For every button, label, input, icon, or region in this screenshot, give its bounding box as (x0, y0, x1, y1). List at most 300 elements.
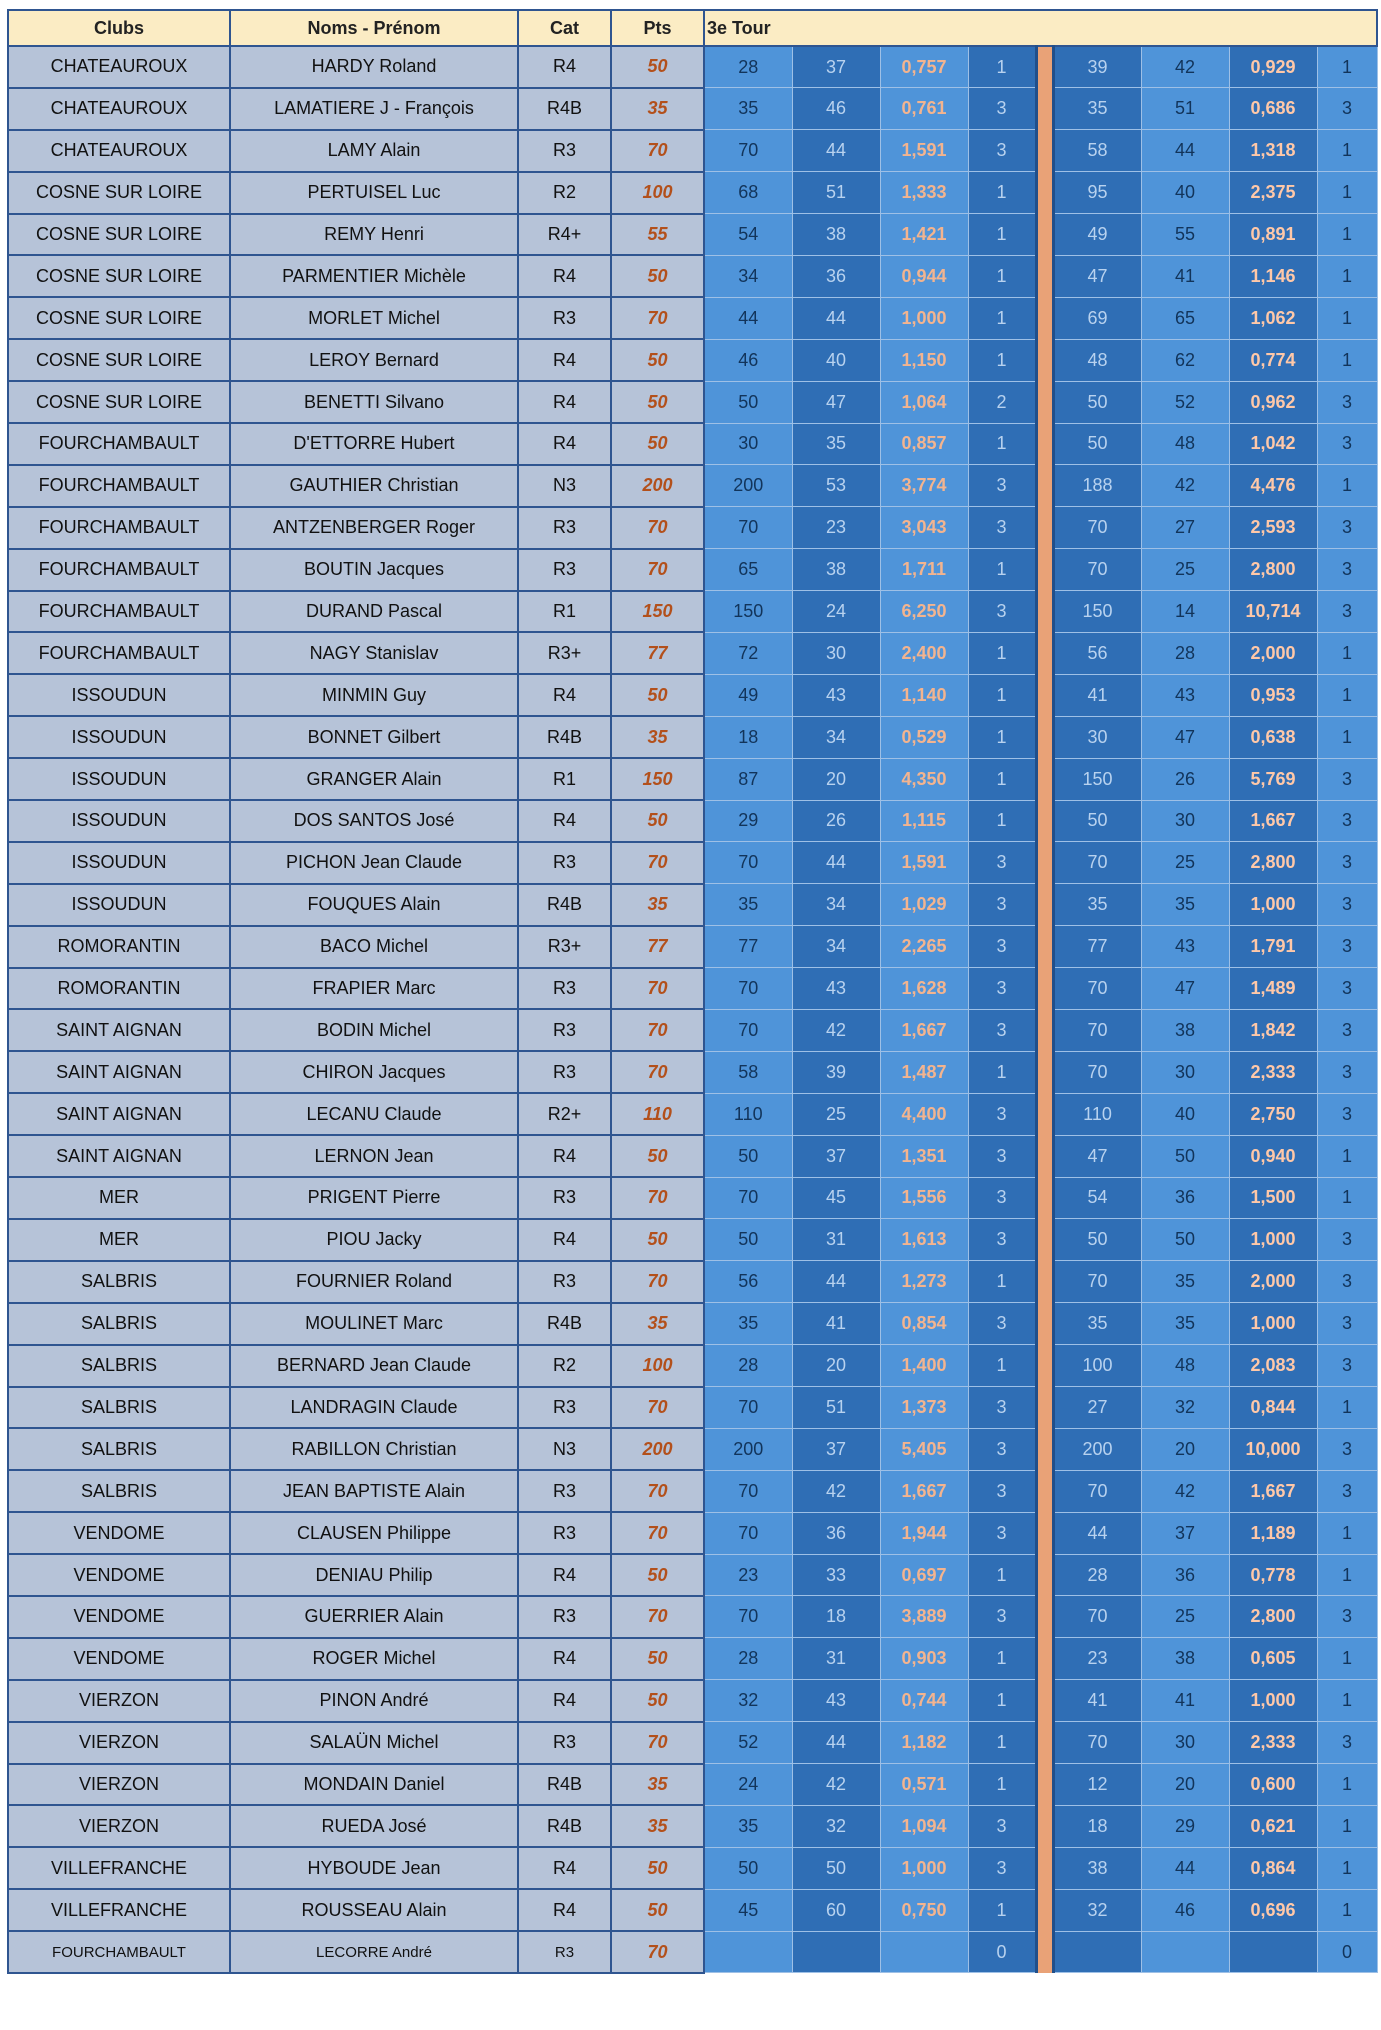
category-cell: R4 (518, 46, 611, 88)
points-cell: 50 (611, 800, 704, 842)
tour-a-cell: 1 (968, 214, 1036, 256)
tour-a-cell: 23 (704, 1554, 792, 1596)
club-cell: SALBRIS (8, 1387, 230, 1429)
category-cell: R2 (518, 1345, 611, 1387)
club-cell: ISSOUDUN (8, 716, 230, 758)
club-cell: SALBRIS (8, 1261, 230, 1303)
club-cell: VILLEFRANCHE (8, 1889, 230, 1931)
table-row (8, 1931, 1377, 1973)
table-row (8, 1387, 1377, 1429)
separator-column (1036, 884, 1053, 926)
tour-a-cell: 3 (968, 884, 1036, 926)
points-cell: 35 (611, 1805, 704, 1847)
tour-a-cell: 40 (792, 339, 880, 381)
tour-b-cell: 3 (1317, 800, 1377, 842)
tour-b-cell: 38 (1141, 1638, 1229, 1680)
category-cell: R4 (518, 1135, 611, 1177)
player-name-cell: LERNON Jean (230, 1135, 518, 1177)
tour-b-cell: 3 (1317, 1470, 1377, 1512)
table-row (8, 1764, 1377, 1806)
table-row (8, 46, 1377, 88)
table-row (8, 339, 1377, 381)
category-cell: R3 (518, 1470, 611, 1512)
tour-a-cell: 1,711 (880, 549, 968, 591)
separator-column (1036, 1764, 1053, 1806)
tour-b-cell: 35 (1053, 88, 1141, 130)
tour-a-cell: 3,043 (880, 507, 968, 549)
category-cell: R4 (518, 1680, 611, 1722)
player-name-cell: LECORRE André (230, 1931, 518, 1973)
category-cell: R3+ (518, 926, 611, 968)
player-name-cell: DURAND Pascal (230, 591, 518, 633)
separator-column (1036, 1512, 1053, 1554)
tour-a-cell: 39 (792, 1051, 880, 1093)
points-cell: 50 (611, 1680, 704, 1722)
tour-b-cell: 40 (1141, 1093, 1229, 1135)
category-cell: R3 (518, 1387, 611, 1429)
tour-b-cell: 0 (1317, 1931, 1377, 1973)
tour-b-cell: 1,791 (1229, 926, 1317, 968)
separator-column (1036, 46, 1053, 88)
tour-b-cell: 70 (1053, 1261, 1141, 1303)
tour-b-cell: 25 (1141, 1596, 1229, 1638)
tour-b-cell: 1,062 (1229, 297, 1317, 339)
separator-column (1036, 172, 1053, 214)
tour-a-cell: 47 (792, 381, 880, 423)
header-clubs: Clubs (8, 10, 230, 46)
tour-b-cell: 3 (1317, 88, 1377, 130)
tour-a-cell: 20 (792, 1345, 880, 1387)
tour-a-cell: 60 (792, 1889, 880, 1931)
tour-b-cell: 2,800 (1229, 549, 1317, 591)
tour-b-cell: 0,778 (1229, 1554, 1317, 1596)
tour-a-cell: 3 (968, 1177, 1036, 1219)
tour-a-cell: 1 (968, 46, 1036, 88)
points-cell: 50 (611, 339, 704, 381)
tour-b-cell: 44 (1141, 130, 1229, 172)
table-row (8, 968, 1377, 1010)
tour-b-cell: 48 (1141, 423, 1229, 465)
club-cell: VENDOME (8, 1596, 230, 1638)
table-row (8, 465, 1377, 507)
table-row (8, 214, 1377, 256)
category-cell: R4B (518, 1303, 611, 1345)
tour-b-cell: 25 (1141, 842, 1229, 884)
tour-a-cell: 43 (792, 968, 880, 1010)
separator-column (1036, 842, 1053, 884)
category-cell: R3 (518, 1261, 611, 1303)
points-cell: 70 (611, 1512, 704, 1554)
tour-b-cell: 70 (1053, 968, 1141, 1010)
category-cell: R3 (518, 1051, 611, 1093)
tour-a-cell: 77 (704, 926, 792, 968)
category-cell: R4B (518, 1805, 611, 1847)
points-cell: 70 (611, 130, 704, 172)
club-cell: FOURCHAMBAULT (8, 507, 230, 549)
tour-b-cell: 3 (1317, 1345, 1377, 1387)
tour-a-cell: 1 (968, 423, 1036, 465)
club-cell: VIERZON (8, 1680, 230, 1722)
player-name-cell: PRIGENT Pierre (230, 1177, 518, 1219)
tour-b-cell: 37 (1141, 1512, 1229, 1554)
tour-a-cell: 1,591 (880, 842, 968, 884)
club-cell: COSNE SUR LOIRE (8, 255, 230, 297)
table-row (8, 1009, 1377, 1051)
tour-b-cell: 70 (1053, 549, 1141, 591)
player-name-cell: GAUTHIER Christian (230, 465, 518, 507)
tour-b-cell: 2,333 (1229, 1722, 1317, 1764)
table-row (8, 1847, 1377, 1889)
tour-b-cell: 3 (1317, 1051, 1377, 1093)
category-cell: R3 (518, 842, 611, 884)
table-row (8, 1680, 1377, 1722)
tour-b-cell: 3 (1317, 1219, 1377, 1261)
points-cell: 70 (611, 1009, 704, 1051)
tour-b-cell: 3 (1317, 842, 1377, 884)
club-cell: ISSOUDUN (8, 674, 230, 716)
tour-a-cell: 3 (968, 1009, 1036, 1051)
player-name-cell: BERNARD Jean Claude (230, 1345, 518, 1387)
tour-b-cell: 3 (1317, 968, 1377, 1010)
player-name-cell: GUERRIER Alain (230, 1596, 518, 1638)
club-cell: COSNE SUR LOIRE (8, 297, 230, 339)
tour-a-cell: 30 (792, 632, 880, 674)
tour-b-cell: 47 (1053, 255, 1141, 297)
tour-a-cell: 0,757 (880, 46, 968, 88)
tour-b-cell: 1 (1317, 465, 1377, 507)
table-row (8, 1512, 1377, 1554)
tour-b-cell: 55 (1141, 214, 1229, 256)
table-row (8, 88, 1377, 130)
club-cell: COSNE SUR LOIRE (8, 172, 230, 214)
tour-b-cell: 20 (1141, 1428, 1229, 1470)
tour-b-cell: 35 (1141, 1303, 1229, 1345)
tour-b-cell: 2,800 (1229, 842, 1317, 884)
club-cell: SALBRIS (8, 1303, 230, 1345)
tour-b-cell: 3 (1317, 1596, 1377, 1638)
separator-column (1036, 297, 1053, 339)
tour-b-cell: 0,891 (1229, 214, 1317, 256)
points-cell: 70 (611, 1051, 704, 1093)
tour-a-cell: 0 (968, 1931, 1036, 1973)
tour-a-cell: 2 (968, 381, 1036, 423)
tour-b-cell: 2,000 (1229, 1261, 1317, 1303)
tour-b-cell: 1,000 (1229, 1303, 1317, 1345)
tour-b-cell: 1 (1317, 1554, 1377, 1596)
tour-b-cell: 2,593 (1229, 507, 1317, 549)
separator-column (1036, 1261, 1053, 1303)
tour-a-cell: 53 (792, 465, 880, 507)
category-cell: R3 (518, 968, 611, 1010)
tour-a-cell: 3 (968, 1470, 1036, 1512)
club-cell: FOURCHAMBAULT (8, 1931, 230, 1973)
player-name-cell: REMY Henri (230, 214, 518, 256)
player-name-cell: BACO Michel (230, 926, 518, 968)
tour-b-cell: 0,638 (1229, 716, 1317, 758)
club-cell: VIERZON (8, 1805, 230, 1847)
tour-b-cell: 1 (1317, 130, 1377, 172)
player-name-cell: MORLET Michel (230, 297, 518, 339)
table-row (8, 381, 1377, 423)
category-cell: R3 (518, 1177, 611, 1219)
tour-b-cell: 0,600 (1229, 1764, 1317, 1806)
category-cell: R4 (518, 800, 611, 842)
tour-b-cell: 1,000 (1229, 884, 1317, 926)
tour-a-cell: 1 (968, 1554, 1036, 1596)
tour-b-cell: 1 (1317, 1177, 1377, 1219)
tour-a-cell: 1 (968, 632, 1036, 674)
tour-b-cell: 1,667 (1229, 1470, 1317, 1512)
tour-a-cell: 35 (704, 88, 792, 130)
tour-b-cell: 47 (1141, 968, 1229, 1010)
separator-column (1036, 1554, 1053, 1596)
tour-a-cell: 35 (792, 423, 880, 465)
points-cell: 70 (611, 549, 704, 591)
tour-a-cell: 38 (792, 214, 880, 256)
tour-b-cell: 50 (1053, 423, 1141, 465)
tour-b-cell: 3 (1317, 591, 1377, 633)
tour-a-cell: 34 (704, 255, 792, 297)
tour-b-cell: 36 (1141, 1554, 1229, 1596)
points-cell: 100 (611, 172, 704, 214)
tour-b-cell: 0,929 (1229, 46, 1317, 88)
category-cell: R3 (518, 1009, 611, 1051)
tour-b-cell: 30 (1141, 1722, 1229, 1764)
tour-b-cell: 48 (1141, 1345, 1229, 1387)
tour-a-cell: 0,854 (880, 1303, 968, 1345)
tour-a-cell: 200 (704, 465, 792, 507)
tour-b-cell: 150 (1053, 758, 1141, 800)
tour-b-cell: 70 (1053, 507, 1141, 549)
tour-a-cell: 1,000 (880, 297, 968, 339)
points-cell: 50 (611, 1135, 704, 1177)
category-cell: R3 (518, 1931, 611, 1973)
category-cell: R3 (518, 1722, 611, 1764)
separator-column (1036, 1009, 1053, 1051)
tour-b-cell: 188 (1053, 465, 1141, 507)
tour-b-cell: 1 (1317, 339, 1377, 381)
table-row (8, 130, 1377, 172)
tour-a-cell: 0,857 (880, 423, 968, 465)
table-row (8, 758, 1377, 800)
separator-column (1036, 1596, 1053, 1638)
category-cell: R4 (518, 423, 611, 465)
table-row (8, 1093, 1377, 1135)
tour-a-cell: 50 (792, 1847, 880, 1889)
separator-column (1036, 674, 1053, 716)
table-row (8, 800, 1377, 842)
tour-b-cell: 1,042 (1229, 423, 1317, 465)
tour-a-cell: 1 (968, 1345, 1036, 1387)
club-cell: SALBRIS (8, 1428, 230, 1470)
separator-column (1036, 591, 1053, 633)
tour-a-cell: 1 (968, 297, 1036, 339)
tour-a-cell (880, 1931, 968, 1973)
tour-a-cell: 50 (704, 1135, 792, 1177)
category-cell: R1 (518, 758, 611, 800)
tour-a-cell: 3 (968, 465, 1036, 507)
tour-a-cell: 4,350 (880, 758, 968, 800)
category-cell: R3 (518, 297, 611, 339)
table-row (8, 1261, 1377, 1303)
tour-a-cell: 0,944 (880, 255, 968, 297)
tour-b-cell: 1 (1317, 172, 1377, 214)
table-row (8, 255, 1377, 297)
points-cell: 70 (611, 968, 704, 1010)
tour-a-cell: 34 (792, 926, 880, 968)
tour-a-cell: 70 (704, 1470, 792, 1512)
separator-column (1036, 549, 1053, 591)
tour-a-cell: 1,591 (880, 130, 968, 172)
tour-b-cell: 1,318 (1229, 130, 1317, 172)
table-row (8, 842, 1377, 884)
tour-b-cell: 25 (1141, 549, 1229, 591)
tour-a-cell: 1 (968, 800, 1036, 842)
points-cell: 55 (611, 214, 704, 256)
tour-a-cell: 68 (704, 172, 792, 214)
tour-a-cell: 58 (704, 1051, 792, 1093)
tour-a-cell: 24 (704, 1764, 792, 1806)
tour-a-cell: 1 (968, 339, 1036, 381)
table-row (8, 1219, 1377, 1261)
tour-b-cell: 0,696 (1229, 1889, 1317, 1931)
table-row (8, 1345, 1377, 1387)
tour-a-cell: 32 (792, 1805, 880, 1847)
table-row (8, 549, 1377, 591)
tour-b-cell: 30 (1141, 800, 1229, 842)
tour-b-cell: 70 (1053, 1009, 1141, 1051)
table-row (8, 172, 1377, 214)
player-name-cell: ROGER Michel (230, 1638, 518, 1680)
tour-a-cell: 24 (792, 591, 880, 633)
tour-a-cell: 3 (968, 1847, 1036, 1889)
tour-b-cell: 3 (1317, 423, 1377, 465)
tour-b-cell: 56 (1053, 632, 1141, 674)
tour-b-cell: 2,000 (1229, 632, 1317, 674)
tour-a-cell: 1,115 (880, 800, 968, 842)
tour-b-cell: 23 (1053, 1638, 1141, 1680)
tour-b-cell: 2,333 (1229, 1051, 1317, 1093)
club-cell: FOURCHAMBAULT (8, 465, 230, 507)
tour-b-cell (1141, 1931, 1229, 1973)
table-row (8, 1177, 1377, 1219)
tour-b-cell: 54 (1053, 1177, 1141, 1219)
tour-a-cell: 70 (704, 130, 792, 172)
tour-a-cell: 44 (792, 297, 880, 339)
category-cell: R3 (518, 549, 611, 591)
tour-b-cell: 3 (1317, 758, 1377, 800)
tour-b-cell: 77 (1053, 926, 1141, 968)
player-name-cell: BOUTIN Jacques (230, 549, 518, 591)
points-cell: 77 (611, 926, 704, 968)
tour-a-cell: 35 (704, 884, 792, 926)
separator-column (1036, 1303, 1053, 1345)
tour-b-cell: 51 (1141, 88, 1229, 130)
player-name-cell: HYBOUDE Jean (230, 1847, 518, 1889)
player-name-cell: PINON André (230, 1680, 518, 1722)
tour-a-cell: 1,182 (880, 1722, 968, 1764)
tour-a-cell: 34 (792, 716, 880, 758)
points-cell: 50 (611, 1219, 704, 1261)
tour-b-cell: 28 (1053, 1554, 1141, 1596)
tour-a-cell: 25 (792, 1093, 880, 1135)
tour-a-cell: 23 (792, 507, 880, 549)
club-cell: ISSOUDUN (8, 758, 230, 800)
tour-b-cell: 0,962 (1229, 381, 1317, 423)
tour-b-cell: 3 (1317, 1428, 1377, 1470)
tour-a-cell: 37 (792, 1135, 880, 1177)
tour-a-cell: 3 (968, 507, 1036, 549)
tour-a-cell: 18 (704, 716, 792, 758)
tour-b-cell: 3 (1317, 1009, 1377, 1051)
player-name-cell: LAMATIERE J - François (230, 88, 518, 130)
club-cell: SALBRIS (8, 1470, 230, 1512)
tour-b-cell: 47 (1053, 1135, 1141, 1177)
tour-a-cell: 1,613 (880, 1219, 968, 1261)
tour-b-cell: 27 (1141, 507, 1229, 549)
tour-b-cell: 70 (1053, 842, 1141, 884)
table-row (8, 423, 1377, 465)
tour-b-cell: 0,605 (1229, 1638, 1317, 1680)
separator-column (1036, 255, 1053, 297)
club-cell: COSNE SUR LOIRE (8, 339, 230, 381)
category-cell: R4B (518, 716, 611, 758)
tour-a-cell: 42 (792, 1764, 880, 1806)
tour-b-cell: 52 (1141, 381, 1229, 423)
separator-column (1036, 1722, 1053, 1764)
club-cell: ROMORANTIN (8, 926, 230, 968)
tour-a-cell: 3 (968, 130, 1036, 172)
separator-column (1036, 339, 1053, 381)
separator-column (1036, 1093, 1053, 1135)
tour-b-cell: 1 (1317, 1889, 1377, 1931)
separator-column (1036, 632, 1053, 674)
table-row (8, 1303, 1377, 1345)
club-cell: VENDOME (8, 1554, 230, 1596)
tour-a-cell: 31 (792, 1219, 880, 1261)
tour-b-cell: 41 (1053, 674, 1141, 716)
tour-b-cell: 1,500 (1229, 1177, 1317, 1219)
points-cell: 35 (611, 1764, 704, 1806)
tour-b-cell: 5,769 (1229, 758, 1317, 800)
tour-a-cell: 45 (792, 1177, 880, 1219)
separator-column (1036, 1177, 1053, 1219)
tour-b-cell: 49 (1053, 214, 1141, 256)
club-cell: SAINT AIGNAN (8, 1135, 230, 1177)
tour-a-cell: 44 (792, 130, 880, 172)
club-cell: VIERZON (8, 1722, 230, 1764)
points-cell: 50 (611, 1638, 704, 1680)
points-cell: 200 (611, 465, 704, 507)
tour-b-cell: 1 (1317, 214, 1377, 256)
tour-a-cell: 0,697 (880, 1554, 968, 1596)
player-name-cell: MOULINET Marc (230, 1303, 518, 1345)
tour-b-cell: 35 (1141, 884, 1229, 926)
tour-a-cell: 46 (792, 88, 880, 130)
tour-a-cell: 35 (704, 1805, 792, 1847)
tour-a-cell: 0,744 (880, 1680, 968, 1722)
points-cell: 200 (611, 1428, 704, 1470)
tour-a-cell: 70 (704, 1596, 792, 1638)
tour-b-cell: 43 (1141, 674, 1229, 716)
table-row (8, 716, 1377, 758)
tour-b-cell: 28 (1141, 632, 1229, 674)
tour-a-cell: 32 (704, 1680, 792, 1722)
tour-b-cell: 50 (1053, 800, 1141, 842)
player-name-cell: FOUQUES Alain (230, 884, 518, 926)
category-cell: N3 (518, 1428, 611, 1470)
tour-a-cell: 50 (704, 1847, 792, 1889)
